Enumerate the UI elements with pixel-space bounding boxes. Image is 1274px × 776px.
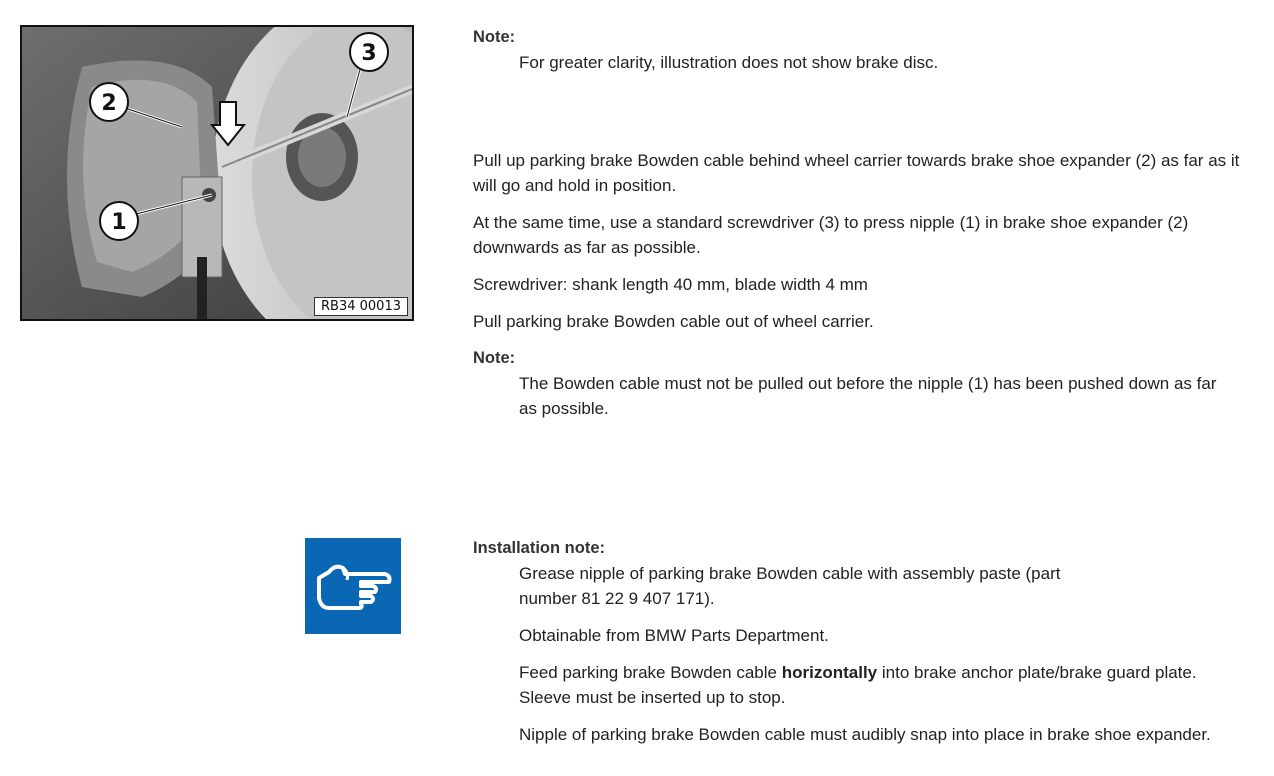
installation-line-1: Grease nipple of parking brake Bowden cable with assembly paste (part number 81 22 9 407 171). xyxy=(519,564,1061,608)
callout-1 xyxy=(100,202,138,240)
line3-bold: horizontally xyxy=(781,663,878,682)
step-3: Screwdriver: shank length 40 mm, blade width 4 mm xyxy=(473,275,868,294)
note-label-2: Note: xyxy=(473,349,516,367)
step-2: At the same time, use a standard screwdriver (3) to press nipple (1) in brake shoe expander (2) downwards as far as possible. xyxy=(473,213,1189,257)
installation-line-4: Nipple of parking brake Bowden cable must audibly snap into place in brake shoe expander. xyxy=(519,725,1211,744)
procedure-steps xyxy=(473,148,1253,421)
figure-code: RB34 00013 xyxy=(314,297,408,316)
step-4: Pull parking brake Bowden cable out of wheel carrier. xyxy=(473,312,874,331)
brake-photo xyxy=(22,27,412,319)
brake-illustration xyxy=(20,25,414,321)
line3-prefix: Feed parking brake Bowden cable xyxy=(519,663,782,682)
svg-text:2: 2 xyxy=(101,91,117,116)
note-text-2: The Bowden cable must not be pulled out before the nipple (1) has been pushed down as far as possible. xyxy=(519,374,1217,418)
svg-text:3: 3 xyxy=(361,41,377,66)
svg-text:1: 1 xyxy=(111,210,127,235)
note-label: Note: xyxy=(473,28,516,46)
installation-line-3 xyxy=(473,660,1239,710)
installation-note xyxy=(473,536,1253,747)
installation-line-2: Obtainable from BMW Parts Department. xyxy=(519,626,829,645)
pointing-hand-icon xyxy=(305,538,401,634)
callout-2 xyxy=(90,83,128,121)
step-1: Pull up parking brake Bowden cable behind wheel carrier towards brake shoe expander (2) as far as it will go and hold in position. xyxy=(473,151,1240,195)
callout-3 xyxy=(350,33,388,71)
line3-suffix: into brake anchor plate/brake guard plate. Sleeve must be inserted up to stop. xyxy=(519,663,1197,707)
installation-title: Installation note: xyxy=(473,539,605,557)
clarity-note xyxy=(473,25,1253,75)
note-text: For greater clarity, illustration does not show brake disc. xyxy=(519,53,939,72)
